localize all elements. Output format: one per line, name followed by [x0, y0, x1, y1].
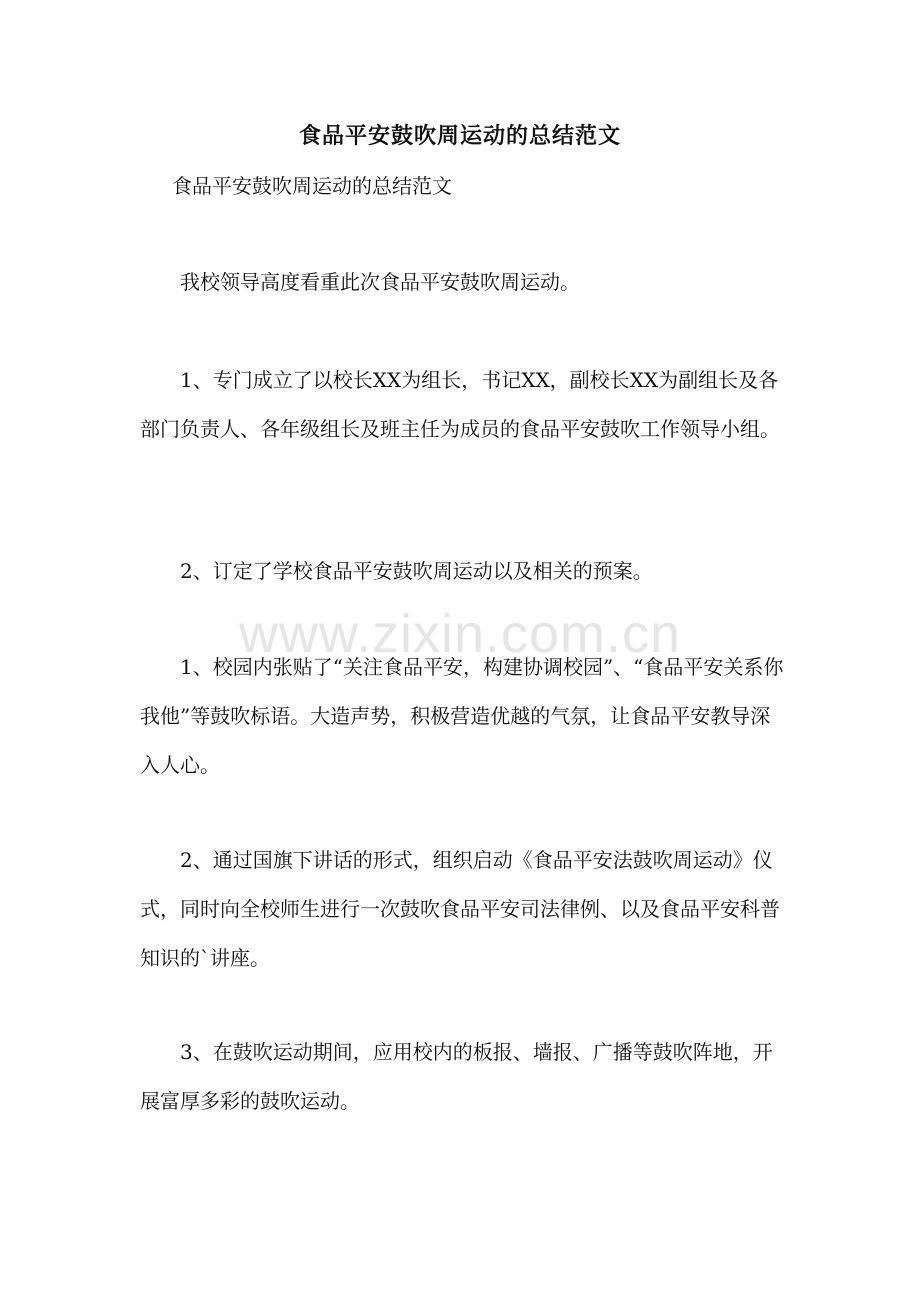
paragraph-item-1-slogans: 1、校园内张贴了“关注食品平安，构建协调校园”、“食品平安关系你我他”等鼓吹标语。大造声势，积极营造优越的气氛，让食品平安教导深入人心。 [140, 655, 784, 777]
paragraph-intro: 我校领导高度看重此次食品平安鼓吹周运动。 [180, 270, 580, 294]
paragraph-item-3-campaign: 3、在鼓吹运动期间，应用校内的板报、墙报、广播等鼓吹阵地，开展富厚多彩的鼓吹运动。 [140, 1040, 773, 1113]
document-subtitle: 食品平安鼓吹周运动的总结范文 [172, 174, 452, 198]
document-title: 食品平安鼓吹周运动的总结范文 [298, 123, 621, 149]
paragraph-item-2-flag-speech: 2、通过国旗下讲话的形式，组织启动《食品平安法鼓吹周运动》仪式，同时向全校师生进行一次鼓吹食品平安司法律例、以及食品平安科普知识的`讲座。 [140, 848, 780, 970]
watermark: www.zixin.com.cn [238, 604, 682, 664]
paragraph-item-2-plan: 2、订定了学校食品平安鼓吹周运动以及相关的预案。 [180, 559, 653, 583]
paragraph-item-1-group: 1、专门成立了以校长XX为组长，书记XX，副校长XX为副组长及各部门负责人、各年级组长及班主任为成员的食品平安鼓吹工作领导小组。 [140, 368, 780, 441]
